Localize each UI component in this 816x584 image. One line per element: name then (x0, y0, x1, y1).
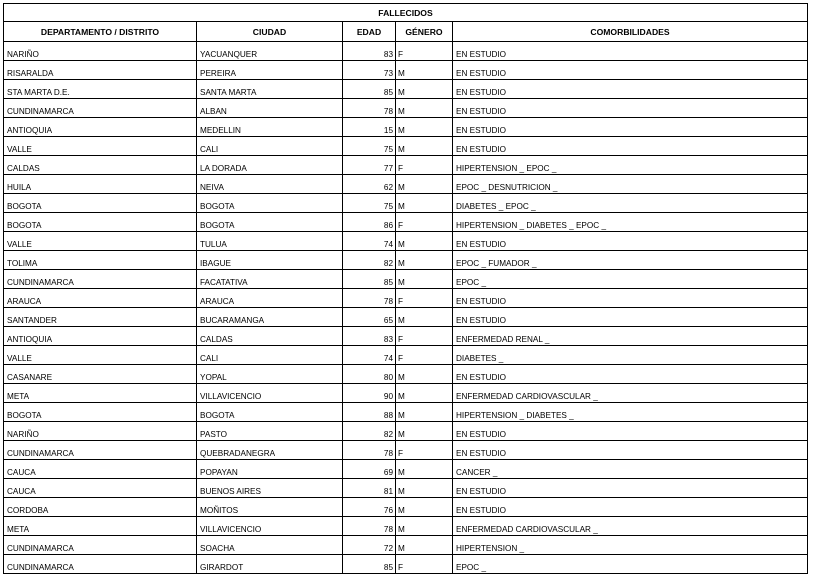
cell-comorbilidades: EN ESTUDIO (453, 232, 808, 251)
cell-edad: 74 (343, 346, 396, 365)
cell-edad: 80 (343, 365, 396, 384)
cell-genero: M (396, 536, 453, 555)
cell-edad: 78 (343, 441, 396, 460)
cell-ciudad: SANTA MARTA (197, 80, 343, 99)
cell-ciudad: SOACHA (197, 536, 343, 555)
cell-genero: M (396, 384, 453, 403)
table-row (4, 365, 808, 384)
cell-comorbilidades: EN ESTUDIO (453, 289, 808, 308)
cell-comorbilidades: EN ESTUDIO (453, 99, 808, 118)
cell-ciudad: MOÑITOS (197, 498, 343, 517)
cell-departamento: BOGOTA (4, 213, 197, 232)
cell-genero: F (396, 555, 453, 574)
fallecidos-table-container (3, 3, 807, 574)
cell-edad: 78 (343, 517, 396, 536)
table-row (4, 270, 808, 289)
cell-genero: M (396, 308, 453, 327)
cell-comorbilidades: DIABETES _ EPOC _ (453, 194, 808, 213)
table-row (4, 384, 808, 403)
cell-ciudad: GIRARDOT (197, 555, 343, 574)
cell-edad: 78 (343, 99, 396, 118)
table-row (4, 327, 808, 346)
cell-edad: 86 (343, 213, 396, 232)
header-genero: GÉNERO (396, 22, 453, 42)
cell-edad: 15 (343, 118, 396, 137)
cell-comorbilidades: EN ESTUDIO (453, 137, 808, 156)
cell-departamento: CAUCA (4, 460, 197, 479)
cell-comorbilidades: DIABETES _ (453, 346, 808, 365)
header-edad: EDAD (343, 22, 396, 42)
cell-genero: F (396, 327, 453, 346)
cell-edad: 72 (343, 536, 396, 555)
cell-comorbilidades: ENFERMEDAD CARDIOVASCULAR _ (453, 517, 808, 536)
cell-edad: 85 (343, 270, 396, 289)
cell-comorbilidades: EN ESTUDIO (453, 61, 808, 80)
cell-edad: 75 (343, 137, 396, 156)
table-row (4, 80, 808, 99)
cell-comorbilidades: EN ESTUDIO (453, 422, 808, 441)
table-row (4, 213, 808, 232)
table-row (4, 517, 808, 536)
table-row (4, 251, 808, 270)
table-row (4, 289, 808, 308)
cell-genero: M (396, 270, 453, 289)
cell-departamento: VALLE (4, 232, 197, 251)
cell-departamento: CASANARE (4, 365, 197, 384)
cell-comorbilidades: EN ESTUDIO (453, 80, 808, 99)
table-row (4, 346, 808, 365)
cell-genero: F (396, 42, 453, 61)
header-comorbilidades: COMORBILIDADES (453, 22, 808, 42)
cell-comorbilidades: HIPERTENSION _ DIABETES _ (453, 403, 808, 422)
cell-departamento: CUNDINAMARCA (4, 99, 197, 118)
table-row (4, 99, 808, 118)
cell-ciudad: CALI (197, 346, 343, 365)
table-row (4, 441, 808, 460)
cell-comorbilidades: HIPERTENSION _ EPOC _ (453, 156, 808, 175)
cell-ciudad: NEIVA (197, 175, 343, 194)
cell-genero: M (396, 118, 453, 137)
cell-ciudad: PASTO (197, 422, 343, 441)
cell-departamento: ANTIOQUIA (4, 118, 197, 137)
cell-ciudad: ALBAN (197, 99, 343, 118)
cell-genero: F (396, 441, 453, 460)
cell-genero: F (396, 289, 453, 308)
cell-departamento: META (4, 517, 197, 536)
cell-genero: M (396, 194, 453, 213)
cell-comorbilidades: EPOC _ DESNUTRICION _ (453, 175, 808, 194)
cell-genero: M (396, 175, 453, 194)
cell-genero: M (396, 403, 453, 422)
table-row (4, 479, 808, 498)
cell-departamento: META (4, 384, 197, 403)
cell-comorbilidades: EN ESTUDIO (453, 42, 808, 61)
cell-edad: 82 (343, 251, 396, 270)
cell-edad: 65 (343, 308, 396, 327)
cell-ciudad: YACUANQUER (197, 42, 343, 61)
table-row (4, 555, 808, 574)
table-title: FALLECIDOS (4, 4, 808, 22)
fallecidos-table (3, 3, 808, 574)
cell-edad: 85 (343, 555, 396, 574)
cell-genero: F (396, 346, 453, 365)
cell-comorbilidades: EPOC _ (453, 270, 808, 289)
cell-departamento: VALLE (4, 137, 197, 156)
cell-ciudad: VILLAVICENCIO (197, 517, 343, 536)
table-row (4, 403, 808, 422)
cell-comorbilidades: EN ESTUDIO (453, 308, 808, 327)
cell-ciudad: POPAYAN (197, 460, 343, 479)
cell-edad: 76 (343, 498, 396, 517)
cell-comorbilidades: EN ESTUDIO (453, 441, 808, 460)
header-ciudad: CIUDAD (197, 22, 343, 42)
cell-ciudad: VILLAVICENCIO (197, 384, 343, 403)
cell-ciudad: ARAUCA (197, 289, 343, 308)
cell-genero: M (396, 365, 453, 384)
cell-edad: 74 (343, 232, 396, 251)
cell-departamento: CUNDINAMARCA (4, 555, 197, 574)
cell-departamento: CUNDINAMARCA (4, 441, 197, 460)
cell-edad: 90 (343, 384, 396, 403)
cell-genero: F (396, 213, 453, 232)
cell-genero: M (396, 251, 453, 270)
cell-ciudad: BOGOTA (197, 213, 343, 232)
cell-ciudad: MEDELLIN (197, 118, 343, 137)
cell-ciudad: CALDAS (197, 327, 343, 346)
cell-ciudad: BOGOTA (197, 194, 343, 213)
cell-edad: 77 (343, 156, 396, 175)
cell-genero: M (396, 137, 453, 156)
table-row (4, 118, 808, 137)
cell-departamento: SANTANDER (4, 308, 197, 327)
cell-genero: M (396, 61, 453, 80)
cell-edad: 83 (343, 42, 396, 61)
table-row (4, 175, 808, 194)
table-row (4, 137, 808, 156)
cell-comorbilidades: ENFERMEDAD RENAL _ (453, 327, 808, 346)
cell-genero: F (396, 156, 453, 175)
cell-edad: 85 (343, 80, 396, 99)
cell-comorbilidades: EN ESTUDIO (453, 118, 808, 137)
cell-ciudad: FACATATIVA (197, 270, 343, 289)
cell-comorbilidades: EN ESTUDIO (453, 498, 808, 517)
table-row (4, 156, 808, 175)
cell-departamento: CAUCA (4, 479, 197, 498)
cell-comorbilidades: EN ESTUDIO (453, 479, 808, 498)
cell-edad: 73 (343, 61, 396, 80)
table-row (4, 536, 808, 555)
table-row (4, 498, 808, 517)
cell-departamento: BOGOTA (4, 194, 197, 213)
cell-edad: 78 (343, 289, 396, 308)
cell-departamento: CALDAS (4, 156, 197, 175)
table-row (4, 308, 808, 327)
header-departamento: DEPARTAMENTO / DISTRITO (4, 22, 197, 42)
cell-departamento: CUNDINAMARCA (4, 536, 197, 555)
cell-genero: M (396, 479, 453, 498)
cell-ciudad: PEREIRA (197, 61, 343, 80)
cell-ciudad: QUEBRADANEGRA (197, 441, 343, 460)
table-title-row (4, 4, 808, 22)
cell-comorbilidades: EPOC _ FUMADOR _ (453, 251, 808, 270)
cell-departamento: RISARALDA (4, 61, 197, 80)
cell-edad: 75 (343, 194, 396, 213)
table-row (4, 61, 808, 80)
cell-comorbilidades: HIPERTENSION _ (453, 536, 808, 555)
cell-genero: M (396, 498, 453, 517)
cell-departamento: HUILA (4, 175, 197, 194)
cell-ciudad: TULUA (197, 232, 343, 251)
cell-genero: M (396, 460, 453, 479)
cell-departamento: NARIÑO (4, 42, 197, 61)
cell-departamento: VALLE (4, 346, 197, 365)
cell-comorbilidades: EN ESTUDIO (453, 365, 808, 384)
cell-departamento: TOLIMA (4, 251, 197, 270)
cell-edad: 88 (343, 403, 396, 422)
cell-comorbilidades: EPOC _ (453, 555, 808, 574)
cell-ciudad: YOPAL (197, 365, 343, 384)
cell-departamento: CUNDINAMARCA (4, 270, 197, 289)
cell-comorbilidades: HIPERTENSION _ DIABETES _ EPOC _ (453, 213, 808, 232)
cell-genero: M (396, 99, 453, 118)
cell-edad: 82 (343, 422, 396, 441)
cell-genero: M (396, 80, 453, 99)
cell-genero: M (396, 422, 453, 441)
table-row (4, 232, 808, 251)
table-row (4, 194, 808, 213)
cell-departamento: ANTIOQUIA (4, 327, 197, 346)
cell-edad: 69 (343, 460, 396, 479)
cell-ciudad: BUCARAMANGA (197, 308, 343, 327)
cell-ciudad: BUENOS AIRES (197, 479, 343, 498)
cell-ciudad: IBAGUE (197, 251, 343, 270)
cell-departamento: NARIÑO (4, 422, 197, 441)
cell-departamento: BOGOTA (4, 403, 197, 422)
cell-edad: 83 (343, 327, 396, 346)
cell-comorbilidades: ENFERMEDAD CARDIOVASCULAR _ (453, 384, 808, 403)
cell-genero: M (396, 517, 453, 536)
cell-comorbilidades: CANCER _ (453, 460, 808, 479)
table-row (4, 460, 808, 479)
cell-edad: 62 (343, 175, 396, 194)
cell-departamento: ARAUCA (4, 289, 197, 308)
table-row (4, 42, 808, 61)
table-row (4, 422, 808, 441)
cell-genero: M (396, 232, 453, 251)
table-header-row (4, 22, 808, 42)
table-body (4, 42, 808, 574)
cell-ciudad: LA DORADA (197, 156, 343, 175)
cell-ciudad: BOGOTA (197, 403, 343, 422)
cell-departamento: STA MARTA D.E. (4, 80, 197, 99)
cell-edad: 81 (343, 479, 396, 498)
cell-ciudad: CALI (197, 137, 343, 156)
cell-departamento: CORDOBA (4, 498, 197, 517)
